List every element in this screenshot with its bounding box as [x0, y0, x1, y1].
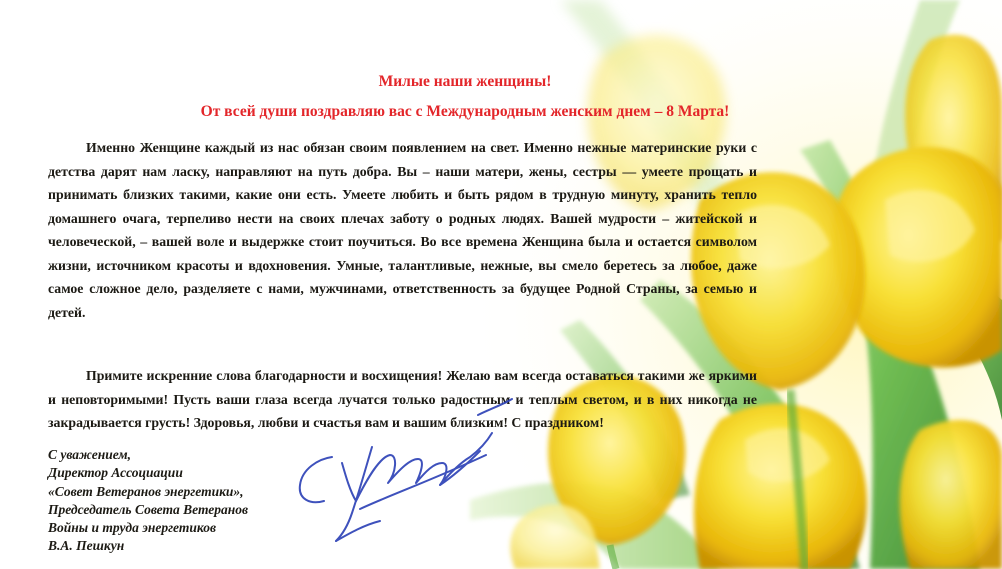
greeting-title: Милые наши женщины! [378, 73, 552, 90]
handwritten-signature-icon [280, 385, 520, 550]
signature-line: В.А. Пешкун [48, 538, 125, 554]
signature-line: Войны и труда энергетиков [48, 520, 216, 536]
signature-line: Директор Ассоциации [48, 465, 183, 481]
headline: От всей души поздравляю вас с Международным женским днем – 8 Марта! [200, 103, 730, 120]
signature-line: «Совет Ветеранов энергетики», [48, 483, 244, 499]
signature-line: С уважением, [48, 447, 132, 462]
body-paragraph-1: Именно Женщине каждый из нас обязан своим появлением на свет. Именно нежные материнские руки с детства дарят нам ласку, направляют на путь добра. Вы – наши матери, жены, сестры — умеете прощать и принимать близких такими, какие они есть. Умеете любить и быть рядом в трудную минуту, хранить тепло домашнего очага, терпеливо нести на своих плечах заботу о родных людях. Вашей мудрости – житейской и человеческой, – вашей воле и выдержке стоит поучиться. Во все времена Женщина была и остается символом жизни, источником красоты и вдохновения. Умные, талантливые, нежные, вы смело беретесь за любое, даже самое сложное дело, разделяете с нами, мужчинами, ответственность за будущее Родной Страны, за семью и детей. [48, 140, 757, 320]
signature-line: Председатель Совета Ветеранов [48, 501, 249, 517]
signature-block [48, 446, 308, 556]
body-paragraph-2: Примите искренние слова благодарности и восхищения! Желаю вам всегда оставаться такими же яркими и неповторимыми! Пусть ваши глаза всегда лучатся только радостным и теплым светом, и в них никогда не закрадывается грусть! Здоровья, любви и счастья вам и вашим близким! С праздником! [48, 368, 757, 430]
